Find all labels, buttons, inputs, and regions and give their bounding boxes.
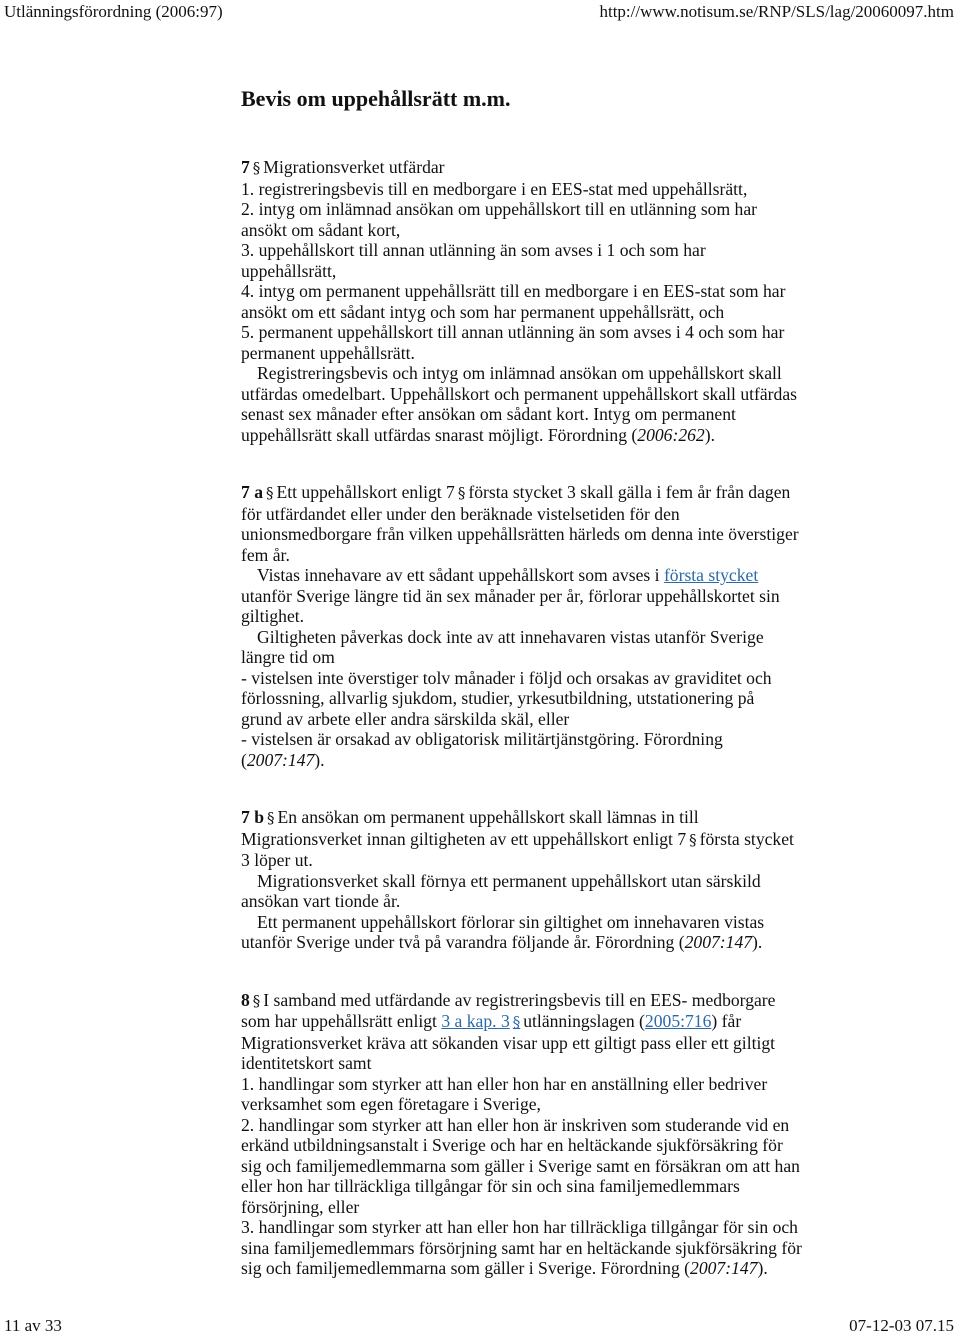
text-line: fem år. bbox=[241, 544, 290, 565]
page-counter: 11 av 33 bbox=[4, 1316, 62, 1335]
text-line: ( bbox=[241, 749, 247, 770]
text-line: Ett uppehållskort enligt 7 bbox=[276, 482, 455, 502]
section-number: 7 bbox=[241, 157, 250, 177]
list-item: 1. registreringsbevis till en medborgare i en EES-stat med uppehållsrätt, bbox=[241, 178, 748, 199]
text-line: Registreringsbevis och intyg om inlämnad ansökan om uppehållskort skall bbox=[257, 363, 782, 383]
list-item: 2. handlingar som styrker att han eller hon är inskriven som studerande vid en bbox=[241, 1114, 790, 1135]
text-line: sig och familjemedlemmarna som gäller i Sverige samt en försäkran om att han bbox=[241, 1155, 800, 1176]
paragraph-sign-link-icon[interactable]: § bbox=[512, 1013, 521, 1031]
text-line: permanent uppehållsrätt. bbox=[241, 342, 415, 363]
text-line: som har uppehållsrätt enligt bbox=[241, 1011, 437, 1031]
text-line: ). bbox=[704, 424, 715, 445]
text-line: sig och familjemedlemmarna som gäller i Sverige. Förordning ( bbox=[241, 1258, 691, 1278]
list-item: 3. handlingar som styrker att han eller hon har tillräckliga tillgångar för sin och bbox=[241, 1217, 798, 1237]
text-line: utlänningslagen ( bbox=[523, 1011, 645, 1031]
text-line: sina familjemedlemmars försörjning samt har en heltäckande sjukförsäkring för bbox=[241, 1237, 802, 1258]
list-item: 4. intyg om permanent uppehållsrätt till en medborgare i en EES-stat som har bbox=[241, 281, 786, 301]
text-line: utanför Sverige längre tid än sex månader per år, förlorar uppehållskortet sin bbox=[241, 585, 780, 606]
section-7b bbox=[241, 807, 896, 953]
section-number: 8 bbox=[241, 989, 250, 1010]
text-line: eller hon har tillräckliga tillgångar för sin och sina familjemedlemmars bbox=[241, 1176, 740, 1196]
paragraph-sign-icon: § bbox=[266, 809, 275, 827]
text-line: Giltigheten påverkas dock inte av att innehavaren vistas utanför Sverige bbox=[257, 626, 764, 647]
text-line: ) får bbox=[711, 1011, 742, 1031]
section-number: 7 b bbox=[241, 807, 264, 827]
text-line: för utfärdandet eller under den beräknade vistelsetiden för den bbox=[241, 503, 680, 524]
document-body bbox=[241, 86, 896, 1279]
text-line: En ansökan om permanent uppehållskort skall lämnas in till bbox=[277, 807, 699, 827]
text-line: ). bbox=[314, 749, 325, 770]
text-line: Migrationsverket skall förnya ett permanent uppehållskort utan särskild bbox=[257, 870, 761, 891]
text-line: utfärdas omedelbart. Uppehållskort och permanent uppehållskort skall utfärdas bbox=[241, 383, 797, 404]
list-item: 2. intyg om inlämnad ansökan om uppehållskort till en utlänning som har bbox=[241, 199, 758, 219]
print-timestamp: 07-12-03 07.15 bbox=[849, 1316, 954, 1335]
text-line: förlossning, allvarlig sjukdom, studier, yrkesutbildning, utstationering på bbox=[241, 688, 755, 708]
paragraph-sign-icon: § bbox=[457, 484, 466, 502]
text-line: verksamhet som egen företagare i Sverige, bbox=[241, 1094, 541, 1114]
paragraph-sign-icon: § bbox=[252, 159, 261, 177]
text-line: senast sex månader efter ansökan om sådant kort. Intyg om permanent bbox=[241, 404, 736, 424]
paragraph-sign-icon: § bbox=[252, 991, 261, 1010]
paragraph-sign-icon: § bbox=[266, 484, 274, 502]
text-line: identitetskort samt bbox=[241, 1053, 372, 1073]
section-7a bbox=[241, 482, 896, 770]
text-line: Migrationsverket kräva att sökanden visar upp ett giltigt pass eller ett giltigt bbox=[241, 1032, 776, 1053]
paragraph-sign-icon: § bbox=[689, 830, 697, 849]
page-footer bbox=[4, 1316, 954, 1336]
text-line: uppehållsrätt skall utfärdas snarast möjligt. Förordning ( bbox=[241, 424, 638, 445]
document-title: Utlänningsförordning (2006:97) bbox=[4, 2, 223, 21]
section-heading: Bevis om uppehållsrätt m.m. bbox=[241, 86, 511, 111]
text-line: Ett permanent uppehållskort förlorar sin giltighet om innehavaren vistas bbox=[257, 911, 765, 932]
text-line: utanför Sverige under två på varandra följande år. Förordning ( bbox=[241, 932, 685, 952]
text-line: Vistas innehavare av ett sådant uppehållskort som avses i bbox=[257, 565, 660, 585]
text-line: första stycket 3 skall gälla i fem år från dagen bbox=[468, 482, 791, 502]
text-line: Migrationsverket utfärdar bbox=[263, 157, 445, 177]
list-item: 3. uppehållskort till annan utlänning än som avses i 1 och som har bbox=[241, 240, 706, 260]
forsta-stycket-link[interactable]: första stycket bbox=[663, 565, 759, 585]
ordinance-reference: 2007:147 bbox=[684, 932, 753, 952]
utlanningslagen-link[interactable]: 2005:716 bbox=[644, 1011, 712, 1031]
text-line: längre tid om bbox=[241, 647, 335, 667]
section-8 bbox=[241, 990, 896, 1279]
text-line: uppehållsrätt, bbox=[241, 260, 337, 281]
chapter-3a-section-3-link[interactable]: 3 a kap. 3 bbox=[441, 1011, 510, 1031]
text-line: första stycket bbox=[699, 828, 794, 849]
text-line: ansökan vart tionde år. bbox=[241, 891, 401, 911]
text-line: ansökt om sådant kort, bbox=[241, 219, 401, 240]
text-line: försörjning, eller bbox=[241, 1196, 360, 1217]
list-item: - vistelsen är orsakad av obligatorisk militärtjänstgöring. Förordning bbox=[241, 729, 723, 749]
text-line: I samband med utfärdande av registreringsbevis till en EES- medborgare bbox=[263, 989, 776, 1010]
ordinance-reference: 2006:262 bbox=[637, 424, 705, 445]
source-url[interactable]: http://www.notisum.se/RNP/SLS/lag/20060097.htm bbox=[599, 2, 954, 21]
text-line: ). bbox=[757, 1258, 768, 1278]
text-line: 3 löper ut. bbox=[241, 850, 313, 870]
ordinance-reference: 2007:147 bbox=[690, 1258, 758, 1278]
section-number: 7 a bbox=[241, 482, 263, 502]
text-line: grund av arbete eller andra särskilda skäl, eller bbox=[241, 708, 570, 729]
text-line: erkänd utbildningsanstalt i Sverige och har en heltäckande sjukförsäkring för bbox=[241, 1135, 783, 1155]
text-line: Migrationsverket innan giltigheten av ett uppehållskort enligt 7 bbox=[241, 828, 687, 849]
list-item: 1. handlingar som styrker att han eller hon har en anställning eller bedriver bbox=[241, 1073, 768, 1094]
list-item: 5. permanent uppehållskort till annan utlänning än som avses i 4 och som har bbox=[241, 322, 785, 342]
list-item: - vistelsen inte överstiger tolv månader i följd och orsakas av graviditet och bbox=[241, 667, 772, 688]
text-line: ). bbox=[752, 932, 763, 952]
ordinance-reference: 2007:147 bbox=[246, 749, 315, 770]
section-7 bbox=[241, 157, 896, 445]
text-line: unionsmedborgare från vilken uppehållsrätten härleds om denna inte överstiger bbox=[241, 524, 799, 544]
text-line: giltighet. bbox=[241, 606, 305, 626]
text-line: ansökt om ett sådant intyg och som har permanent uppehållsrätt, och bbox=[241, 301, 725, 322]
